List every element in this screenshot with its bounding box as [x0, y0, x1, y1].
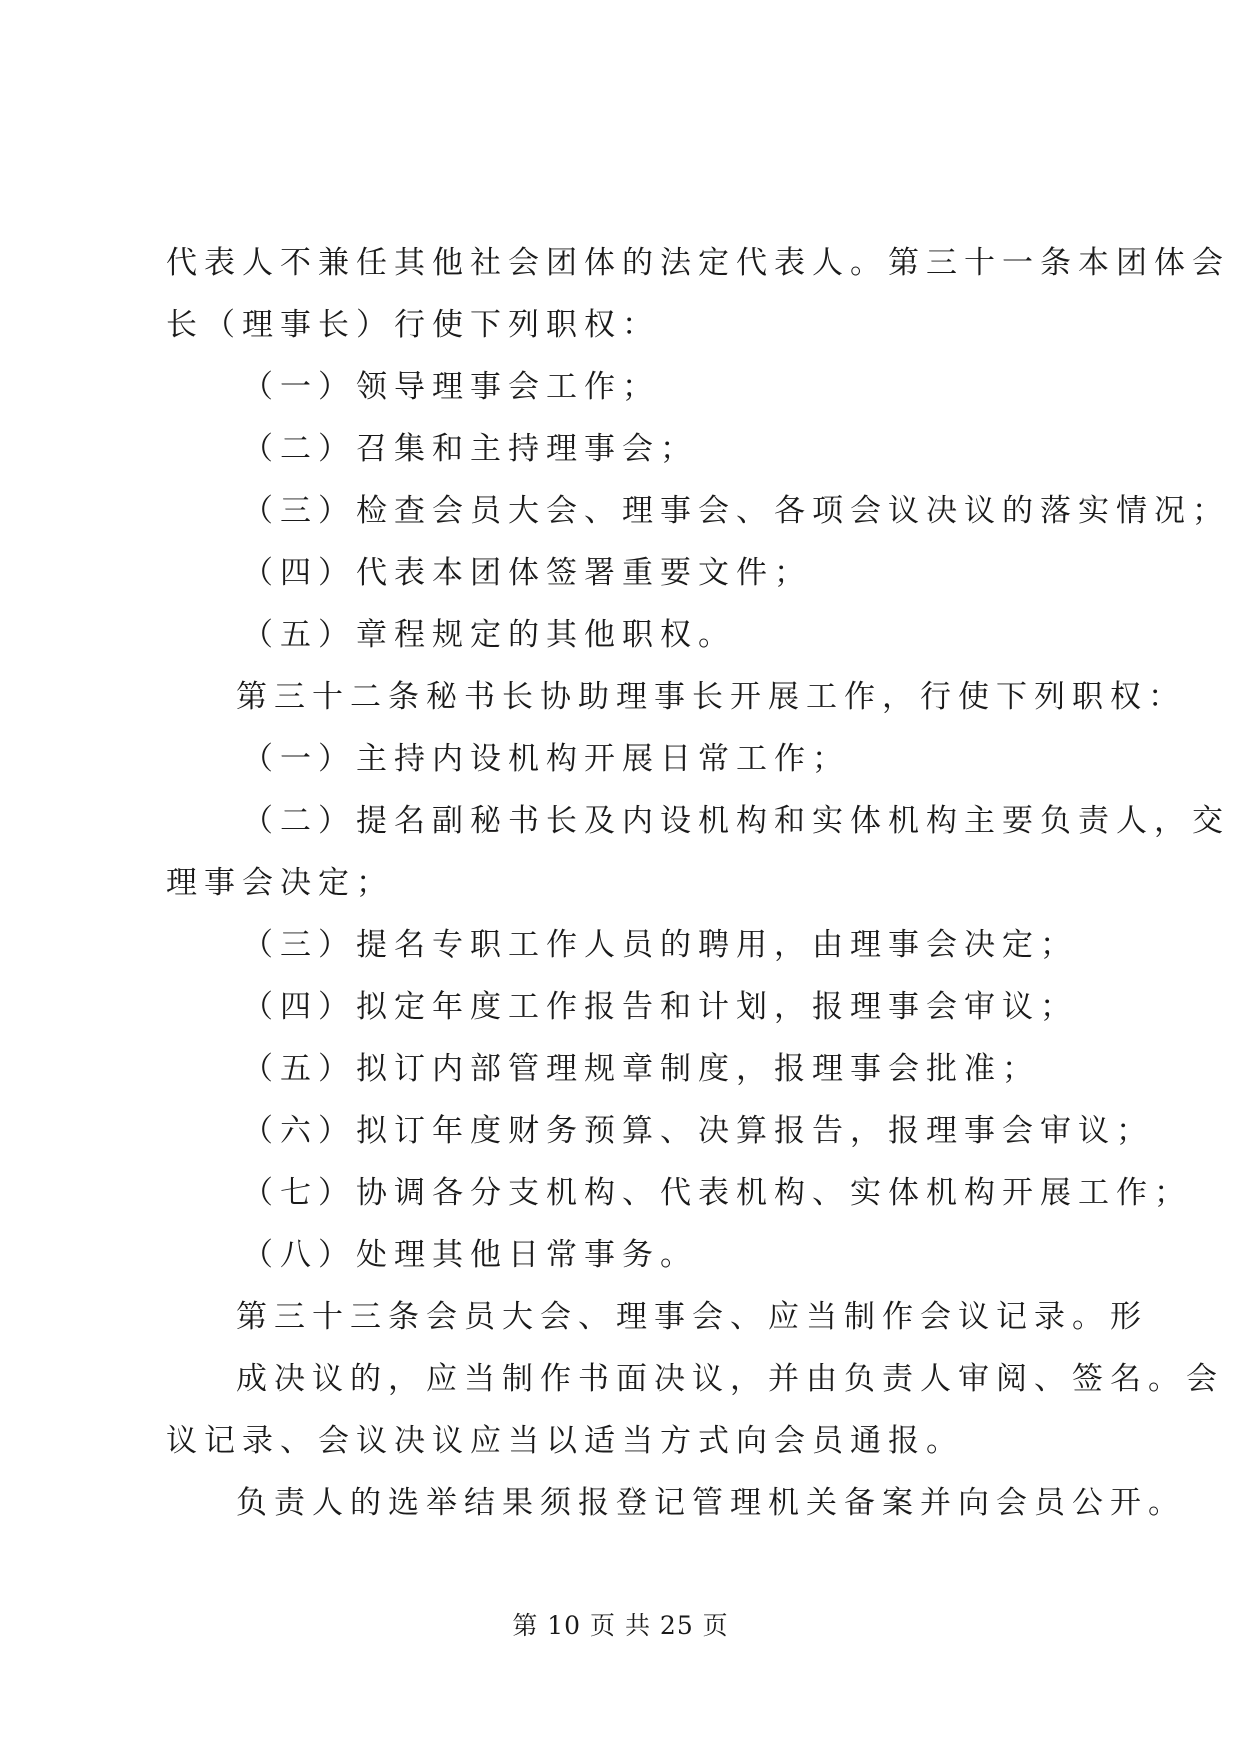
- list-item: （四）代表本团体签署重要文件；: [242, 555, 812, 591]
- list-item: （一）领导理事会工作；: [242, 369, 660, 405]
- list-item: （三）提名专职工作人员的聘用，由理事会决定；: [242, 927, 1078, 963]
- text-line: 代表人不兼任其他社会团体的法定代表人。第三十一条本团体会: [166, 245, 1230, 281]
- list-item: （二）提名副秘书长及内设机构和实体机构主要负责人，交: [242, 803, 1230, 839]
- list-item: （三）检查会员大会、理事会、各项会议决议的落实情况；: [242, 493, 1230, 529]
- article-heading: 第三十三条会员大会、理事会、应当制作会议记录。形: [236, 1299, 1148, 1335]
- list-item: （五）拟订内部管理规章制度，报理事会批准；: [242, 1051, 1040, 1087]
- text-line: 成决议的，应当制作书面决议，并由负责人审阅、签名。会: [236, 1361, 1224, 1397]
- text-line: 长（理事长）行使下列职权：: [166, 307, 660, 343]
- text-line: 议记录、会议决议应当以适当方式向会员通报。: [166, 1423, 964, 1459]
- page-number-footer: 第 10 页 共 25 页: [512, 1611, 729, 1640]
- text-line: 负责人的选举结果须报登记管理机关备案并向会员公开。: [236, 1485, 1186, 1521]
- list-item: （六）拟订年度财务预算、决算报告，报理事会审议；: [242, 1113, 1154, 1149]
- list-item: （二）召集和主持理事会；: [242, 431, 698, 467]
- list-item: （七）协调各分支机构、代表机构、实体机构开展工作；: [242, 1175, 1192, 1211]
- list-item: （一）主持内设机构开展日常工作；: [242, 741, 850, 777]
- list-item: （四）拟定年度工作报告和计划，报理事会审议；: [242, 989, 1078, 1025]
- text-line: 理事会决定；: [166, 865, 394, 901]
- list-item: （五）章程规定的其他职权。: [242, 617, 736, 653]
- document-body: [166, 232, 1230, 1534]
- list-item: （八）处理其他日常事务。: [242, 1237, 698, 1273]
- article-heading: 第三十二条秘书长协助理事长开展工作，行使下列职权：: [236, 679, 1186, 715]
